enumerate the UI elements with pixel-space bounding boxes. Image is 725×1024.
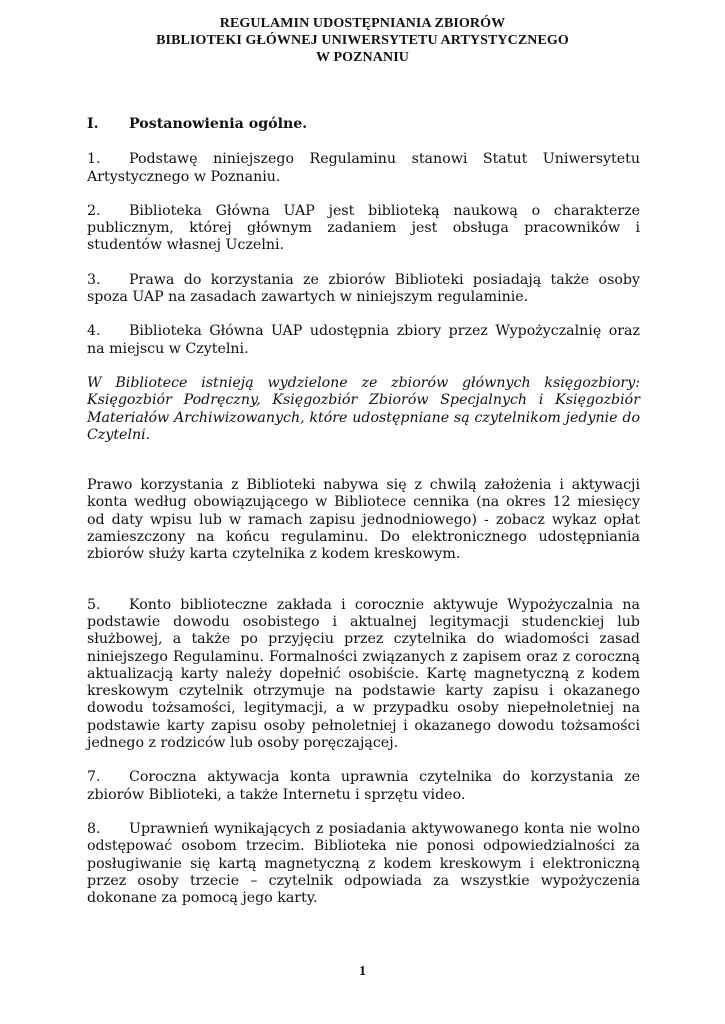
- paragraph-text: Uprawnień wynikających z posiadania aktywowanego konta nie wolno odstępować osobom trzecim. Biblioteka nie ponosi odpowiedzialności za posługiwanie się kartą magnetyczną z kodem kreskowym i elektroniczną przez osoby trzecie – czytelnik odpowiada za wszystkie wypożyczenia dokonane za pomocą jego karty.: [87, 820, 640, 907]
- paragraph-number: 1.: [87, 151, 101, 168]
- paragraph-number: 7.: [87, 769, 101, 786]
- paragraph-text: Podstawę niniejszego Regulaminu stanowi Statut Uniwersytetu Artystycznego w Poznaniu.: [87, 151, 640, 185]
- paragraph-8: [87, 821, 640, 907]
- document-body: [87, 116, 640, 924]
- paragraph-number: 3.: [87, 271, 101, 288]
- paragraph-1: [87, 151, 640, 186]
- paragraph-5: [87, 597, 640, 753]
- paragraph-text: Prawa do korzystania ze zbiorów Biblioteki posiadają także osoby spoza UAP na zasadach zawartych w niniejszym regulaminie.: [87, 271, 640, 306]
- paragraph-7: [87, 769, 640, 804]
- section-heading: [87, 116, 640, 133]
- paragraph-2: [87, 203, 640, 255]
- section-title: Postanowienia ogólne.: [129, 116, 308, 132]
- paragraph-number: 2.: [87, 202, 101, 219]
- paragraph-text: Biblioteka Główna UAP udostępnia zbiory przez Wypożyczalnię oraz na miejscu w Czytelni.: [87, 323, 640, 357]
- page-number: 1: [359, 964, 366, 979]
- paragraph-3: [87, 272, 640, 307]
- title-line-3: W POZNANIU: [316, 50, 409, 65]
- unnumbered-paragraph: Prawo korzystania z Biblioteki nabywa się z chwilą założenia i aktywacji konta według obowiązującego w Bibliotece cennika (na okres 12 miesięcy od daty wpisu lub w ramach zapisu jednodniowego) - zobacz wykaz opłat zamieszczony na końcu regulaminu. Do elektronicznego udostępniania zbiorów służy karta czytelnika z kodem kreskowym.: [87, 477, 640, 563]
- paragraph-text: Konto biblioteczne zakłada i corocznie aktywuje Wypożyczalnia na podstawie dowodu osobistego i aktualnej legitymacji studenckiej lub służbowej, a także po przyjęciu przez czytelnika do wiadomości zasad niniejszego Regulaminu. Formalności związanych z zapisem oraz z coroczną aktualizacją karty należy dopełnić osobiście. Kartę magnetyczną z kodem kreskowym czytelnik otrzymuje na podstawie karty zapisu i okazanego dowodu tożsamości, legitymacji, a w przypadku osoby niepełnoletniej na podstawie karty zapisu osoby pełnoletniej i okazanego dowodu tożsamości jednego z rodziców lub osoby poręczającej.: [87, 596, 640, 752]
- italic-note: W Bibliotece istnieją wydzielone ze zbiorów głównych księgozbiory: Księgozbiór Podręczny, Księgozbiór Zbiorów Specjalnych i Księgozbiór Materiałów Archiwizowanych, które udostępniane są czytelnikom jedynie do Czytelni.: [87, 374, 640, 443]
- paragraph-text: Coroczna aktywacja konta uprawnia czytelnika do korzystania ze zbiorów Biblioteki, a także Internetu i sprzętu video.: [87, 769, 640, 803]
- title-line-1: REGULAMIN UDOSTĘPNIANIA ZBIORÓW: [219, 16, 506, 31]
- document-title: [0, 15, 725, 66]
- paragraph-number: 4.: [87, 323, 101, 340]
- paragraph-number: 8.: [87, 820, 101, 837]
- title-line-2: BIBLIOTEKI GŁÓWNEJ UNIWERSYTETU ARTYSTYCZNEGO: [156, 33, 569, 48]
- section-number: I.: [87, 116, 99, 132]
- paragraph-number: 5.: [87, 596, 101, 613]
- paragraph-text: Biblioteka Główna UAP jest biblioteką naukową o charakterze publicznym, której głównym zadaniem jest obsługa pracowników i studentów własnej Uczelni.: [87, 202, 640, 254]
- paragraph-4: [87, 323, 640, 358]
